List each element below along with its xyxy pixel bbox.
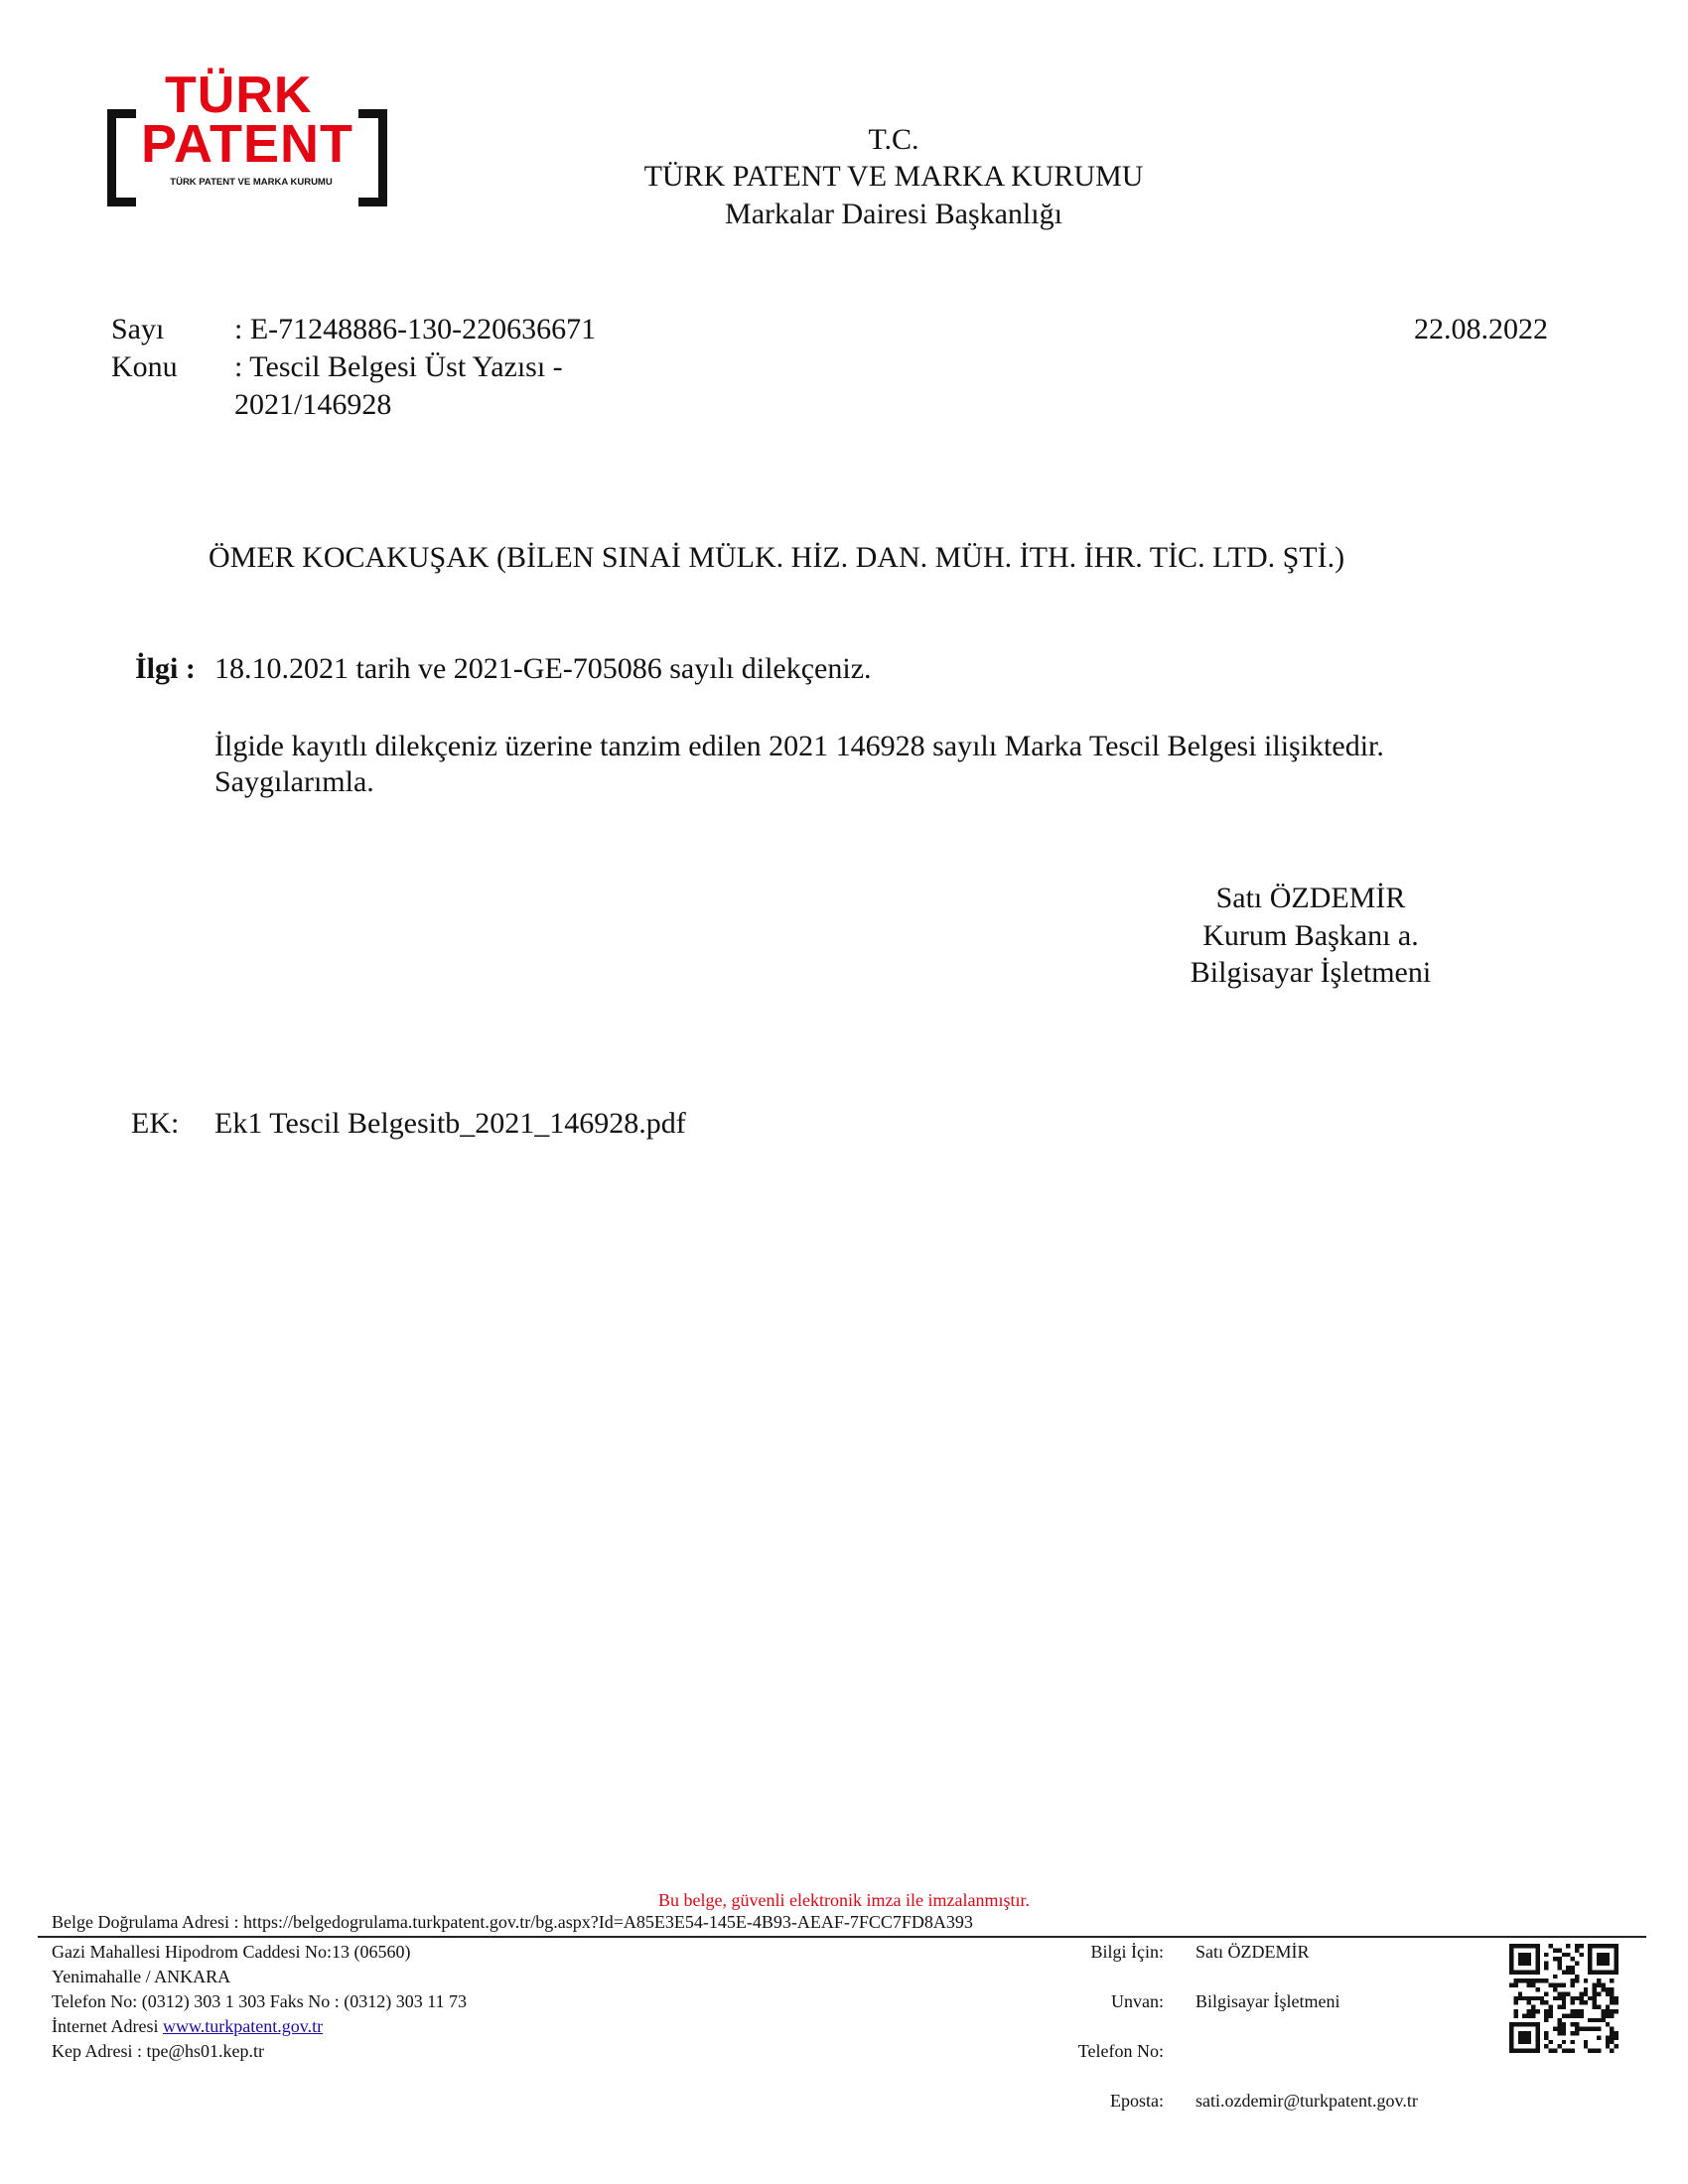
document-date: 22.08.2022 — [1414, 313, 1548, 345]
closing: Saygılarımla. — [214, 765, 374, 798]
signer-name: Satı ÖZDEMİR — [1215, 882, 1406, 914]
header-department: Markalar Dairesi Başkanlığı — [725, 198, 1062, 230]
website-link[interactable]: www.turkpatent.gov.tr — [162, 2016, 324, 2036]
sayi-value: : E-71248886-130-220636671 — [234, 313, 597, 345]
logo-word-turk: TÜRK — [165, 67, 313, 124]
info-value: Satı ÖZDEMİR — [1196, 1942, 1310, 1962]
recipient: ÖMER KOCAKUŞAK (BİLEN SINAİ MÜLK. HİZ. DAN. MÜH. İTH. İHR. TİC. LTD. ŞTİ.) — [209, 541, 1345, 574]
logo-right-bracket — [358, 109, 387, 206]
footer-kep: Kep Adresi : tpe@hs01.kep.tr — [52, 2041, 265, 2061]
signer-title: Kurum Başkanı a. — [1202, 919, 1419, 952]
attachment-file: Ek1 Tescil Belgesitb_2021_146928.pdf — [214, 1107, 686, 1140]
esign-notice: Bu belge, güvenli elektronik imza ile imzalanmıştır. — [658, 1890, 1030, 1910]
body-paragraph: İlgide kayıtlı dilekçeniz üzerine tanzim edilen 2021 146928 sayılı Marka Tescil Belgesi ilişiktedir. — [214, 730, 1384, 762]
info-label: Bilgi İçin: — [1090, 1942, 1164, 1962]
konu-label: Konu — [111, 350, 178, 383]
header-institution: TÜRK PATENT VE MARKA KURUMU — [643, 160, 1144, 193]
email-value: sati.ozdemir@turkpatent.gov.tr — [1196, 2091, 1418, 2111]
attachment-label: EK: — [131, 1107, 180, 1140]
logo-subtitle: TÜRK PATENT VE MARKA KURUMU — [170, 177, 333, 188]
footer-divider — [38, 1936, 1646, 1938]
footer-address-2: Yenimahalle / ANKARA — [52, 1967, 231, 1986]
ilgi-text: 18.10.2021 tarih ve 2021-GE-705086 sayılı dilekçeniz. — [214, 652, 872, 685]
footer-address-1: Gazi Mahallesi Hipodrom Caddesi No:13 (06560) — [52, 1942, 411, 1962]
logo-left-bracket — [107, 109, 136, 206]
website-label: İnternet Adresi — [52, 2016, 163, 2036]
title-value: Bilgisayar İşletmeni — [1196, 1991, 1340, 2011]
email-label: Eposta: — [1110, 2091, 1164, 2111]
qr-code-icon — [1509, 1944, 1618, 2053]
sayi-label: Sayı — [111, 313, 165, 345]
ilgi-label: İlgi : — [135, 652, 196, 685]
konu-value: : Tescil Belgesi Üst Yazısı - — [234, 350, 563, 383]
footer-phone-fax: Telefon No: (0312) 303 1 303 Faks No : (0312) 303 11 73 — [52, 1991, 468, 2011]
tel-label: Telefon No: — [1077, 2041, 1164, 2061]
title-label: Unvan: — [1111, 1991, 1164, 2011]
logo-word-patent: PATENT — [141, 114, 353, 174]
header-tc: T.C. — [868, 123, 919, 156]
turk-patent-logo — [107, 67, 387, 197]
footer-website — [52, 2014, 323, 2039]
signer-position: Bilgisayar İşletmeni — [1190, 956, 1432, 989]
konu-value-cont: 2021/146928 — [234, 388, 392, 421]
verification-address: Belge Doğrulama Adresi : https://belgedogrulama.turkpatent.gov.tr/bg.aspx?Id=A85E3E54-145E-4B93-AEAF-7FCC7FD8A393 — [52, 1912, 973, 1932]
